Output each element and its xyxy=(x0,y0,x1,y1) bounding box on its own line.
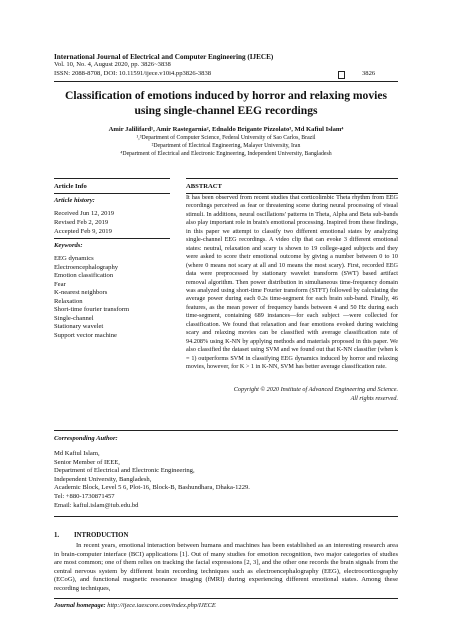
copyright-notice: Copyright © 2020 Institute of Advanced Engineering and Science. xyxy=(233,386,398,393)
keyword-list xyxy=(54,255,129,340)
journal-volume: Vol. 10, No. 4, August 2020, pp. 3826~3838 xyxy=(54,61,171,68)
footer-rule xyxy=(54,598,398,599)
page-icon xyxy=(338,71,345,79)
corresponding-line: Academic Block, Level 5 6, Plot-16, Block-B, Bashundhara, Dhaka-1229. xyxy=(54,484,250,492)
keyword-item: Emotion classification xyxy=(54,272,114,279)
page-number: 3826 xyxy=(362,70,376,77)
corresponding-line: Tel: +880-1730871457 xyxy=(54,492,115,500)
affiliation-2: ²Department of Electrical Engineering, Malayer University, Iran xyxy=(151,143,301,149)
homepage-label: Journal homepage: xyxy=(54,602,106,609)
homepage-link[interactable]: http://ijece.iaescore.com/index.php/IJECE xyxy=(107,602,216,609)
paper-title: Classification of emotions induced by horror and relaxing movies using single-channel EEG recordings xyxy=(64,89,388,117)
section-title: INTRODUCTION xyxy=(74,532,129,539)
keyword-item: Short-time fourier transform xyxy=(54,306,130,313)
keywords-heading: Keywords: xyxy=(54,242,83,249)
corresponding-details xyxy=(54,450,250,510)
keywords-rule xyxy=(54,238,170,239)
section-number: 1. xyxy=(54,532,60,539)
abstract-top-rule xyxy=(186,178,398,179)
history-revised: Revised Feb 2, 2019 xyxy=(54,219,109,226)
author-list: Amir Jalilifard¹, Amir Rastegarnia², Ednaldo Brigante Pizzolato³, Md Kafiul Islam⁴ xyxy=(108,126,344,133)
corresponding-bottom-rule xyxy=(54,516,398,517)
keyword-item: Fear xyxy=(54,280,66,288)
affiliation-1: ¹,³Department of Computer Science, Federal University of Sao Carlos, Brazil xyxy=(136,135,316,141)
corresponding-heading: Corresponding Author: xyxy=(54,435,118,442)
history-accepted: Accepted Feb 9, 2019 xyxy=(54,228,112,235)
introduction-heading xyxy=(54,532,128,539)
keyword-item: Support vector machine xyxy=(54,331,117,339)
abstract-heading: ABSTRACT xyxy=(186,183,222,190)
article-info-top-rule xyxy=(54,178,170,179)
corresponding-line: Senior Member of IEEE, xyxy=(54,458,120,466)
keyword-item: Single-channel xyxy=(54,314,94,322)
corresponding-line: Department of Electrical and Electronic Engineering, xyxy=(54,467,195,475)
corresponding-line: Email: kafiul.islam@iub.edu.bd xyxy=(54,501,139,509)
corresponding-line: Independent University, Bangladesh, xyxy=(54,475,152,483)
header-rule xyxy=(54,81,398,82)
keyword-item: Electroencephalography xyxy=(54,263,119,271)
keyword-item: EEG dynamics xyxy=(54,255,94,262)
article-info-rule xyxy=(54,193,170,194)
introduction-text: In recent years, emotional interaction between humans and machines has been established as an interesting research area in brain-computer interface (BCI) applications [1]. Out of many studies for emotion recognition, two major categories of studies are most common; one of them relies on tracking the facial expressions [2, 3], and the other one records the brain signals from the central nervous system by different brain recording techniques such as electroencephalography (EEG), electrocorticography (ECoG), and functional magnetic resonance imaging (fMRI) during experiencing different emotional states. Among these recording techniques, xyxy=(54,542,398,592)
journal-issn: ISSN: 2088-8708, DOI: 10.11591/ijece.v10i4.pp3826-3838 xyxy=(54,70,212,77)
corresponding-line: Md Kafiul Islam, xyxy=(54,450,100,457)
affiliation-3: ⁴Department of Electrical and Electronic Engineering, Independent University, Bangladesh xyxy=(120,151,332,157)
keyword-item: K-nearest neighbors xyxy=(54,289,108,296)
journal-homepage xyxy=(54,602,216,609)
rights-notice: All rights reserved. xyxy=(350,394,398,402)
keyword-item: Relaxation xyxy=(54,297,83,305)
journal-title: International Journal of Electrical and Computer Engineering (IJECE) xyxy=(54,53,274,61)
corresponding-top-rule xyxy=(54,430,398,431)
history-received: Received Jun 12, 2019 xyxy=(54,210,115,217)
article-history-heading: Article history: xyxy=(54,197,95,204)
copyright-block xyxy=(186,386,398,403)
keyword-item: Stationary wavelet xyxy=(54,323,104,330)
article-info-heading: Article Info xyxy=(54,183,87,190)
abstract-text: It has been observed from recent studies that corticolimbic Theta rhythm from EEG recordings perceived as fear or threatening scene during neural processing of visual stimuli. In additions, neural oscillations' patterns in Theta, Alpha and Beta sub-bands also play important role in brain's emotional processing. Inspired from these findings, in this paper we attempt to classify two different emotional states by analyzing single-channel EEG recordings. A video clip that can evoke 3 different emotional states: neutral, relaxation and scary is shown to 19 college-aged subjects and they were asked to score their emotional outcome by giving a number between 0 to 10 (where 0 means not scary at all and 10 means the most scary). First, recorded EEG data were preprocessed by stationary wavelet transform (SWT) based artifact removal algorithm. Then power distribution in simultaneous time-frequency domain was analyzed using short-time Fourier transform (STFT) followed by calculating the average power during each 0.2s time-segment for each brain sub-band. Finally, 46 features, as the mean power of frequency bands between 4 and 50 Hz during each time-segment, containing 689 instances—for each subject —were collected for classification. We found that relaxation and fear emotions evoked during watching scary and relaxing movies can be classified with average classification rate of 94.208% using K-NN by applying methods and materials proposed in this paper. We also classified the dataset using SVM and we found out that K-NN classifier (when k = 1) outperforms SVM in classifying EEG dynamics induced by horror and relaxing movies, however, for K > 1 in K-NN, SVM has better average classification rate. xyxy=(186,194,398,371)
